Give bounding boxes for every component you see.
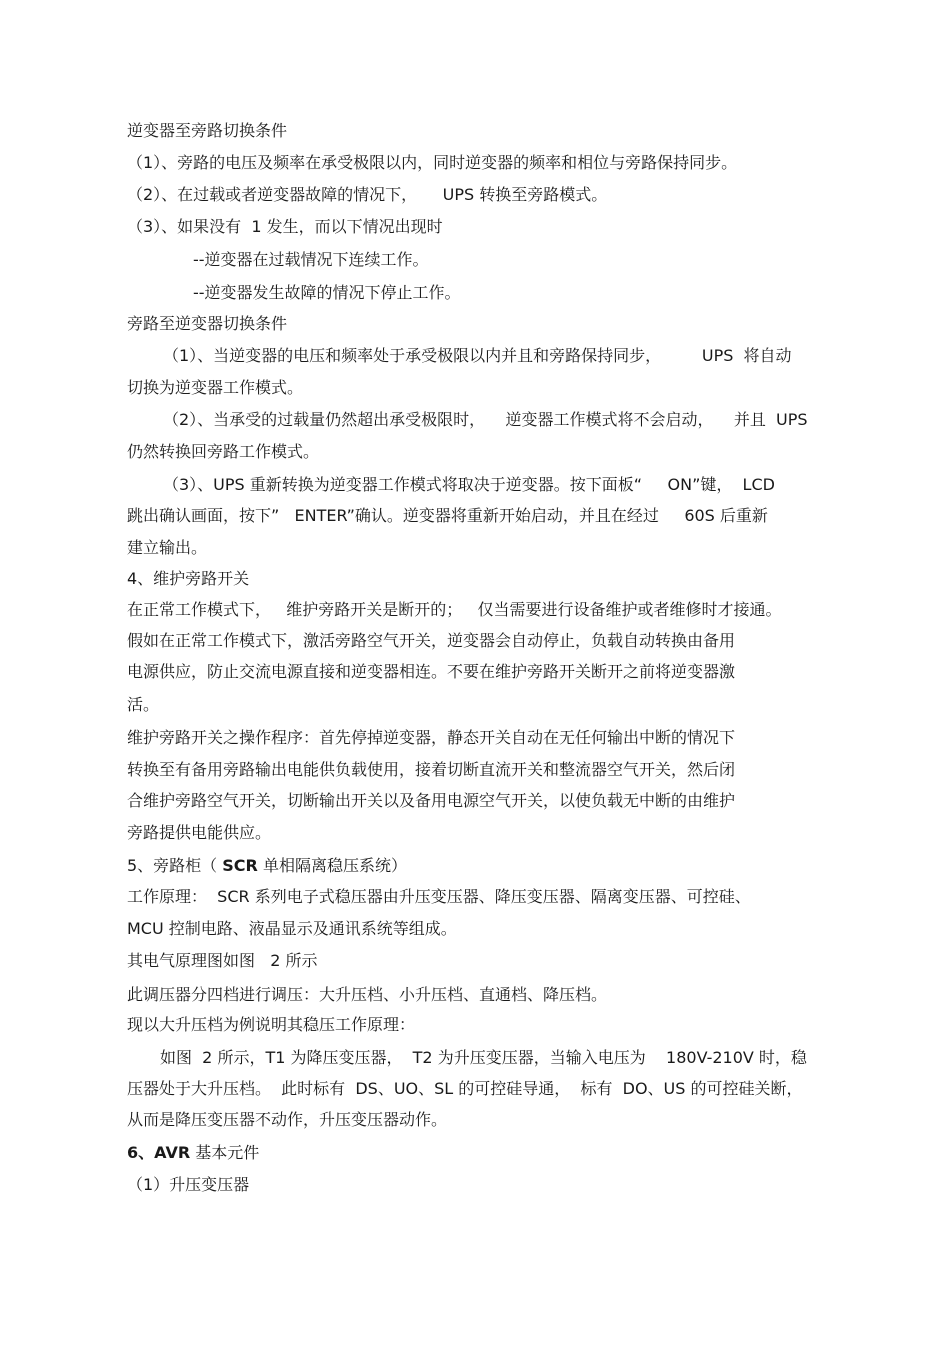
list-item: （1）升压变压器	[127, 1175, 250, 1194]
heading-bold-term: AVR	[154, 1143, 191, 1162]
heading-prefix: 5、旁路柜（	[127, 856, 223, 875]
list-item: （2）、在过载或者逆变器故障的情况下， UPS 转换至旁路模式。	[127, 185, 608, 204]
paragraph-line: 现以大升压档为例说明其稳压工作原理：	[127, 1015, 416, 1034]
paragraph-line: 旁路提供电能供应。	[127, 823, 272, 842]
paragraph-line: 假如在正常工作模式下，激活旁路空气开关，逆变器会自动停止，负载自动转换由备用	[127, 631, 736, 650]
section-heading-maintenance-bypass: 4、维护旁路开关	[127, 569, 250, 588]
paragraph-line: 在正常工作模式下， 维护旁路开关是断开的； 仅当需要进行设备维护或者维修时才接通。	[127, 600, 782, 619]
paragraph-line: 合维护旁路空气开关，切断输出开关以及备用电源空气开关，以使负载无中断的由维护	[127, 791, 736, 810]
section-heading-bypass-cabinet	[127, 855, 407, 877]
paragraph-line: 电源供应，防止交流电源直接和逆变器相连。不要在维护旁路开关断开之前将逆变器激	[127, 662, 736, 681]
paragraph-line: 压器处于大升压档。 此时标有 DS、UO、SL 的可控硅导通， 标有 DO、US 的可控硅关断，	[127, 1079, 803, 1098]
paragraph-line: 维护旁路开关之操作程序：首先停掉逆变器，静态开关自动在无任何输出中断的情况下	[127, 728, 736, 747]
paragraph-line: 跳出确认画面，按下” ENTER”确认。逆变器将重新开始启动，并且在经过 60S 后重新	[127, 506, 768, 525]
list-item: （3）、如果没有 1 发生，而以下情况出现时	[127, 217, 443, 236]
section-title-inverter-to-bypass: 逆变器至旁路切换条件	[127, 121, 288, 140]
heading-suffix: 基本元件	[190, 1143, 260, 1162]
paragraph-line: 此调压器分四档进行调压：大升压档、小升压档、直通档、降压档。	[127, 985, 608, 1004]
section-heading-avr	[127, 1142, 259, 1164]
paragraph-line: （3）、UPS 重新转换为逆变器工作模式将取决于逆变器。按下面板“ ON”键， LCD	[163, 475, 775, 494]
heading-bold-term: SCR	[222, 856, 258, 875]
paragraph-line: 转换至有备用旁路输出电能供负载使用，接着切断直流开关和整流器空气开关，然后闭	[127, 760, 736, 779]
heading-prefix: 6、	[127, 1143, 155, 1162]
paragraph-line: MCU 控制电路、液晶显示及通讯系统等组成。	[127, 919, 457, 938]
paragraph-line: 建立输出。	[127, 538, 208, 557]
paragraph-line: 从而是降压变压器不动作，升压变压器动作。	[127, 1110, 448, 1129]
sub-list-item: --逆变器在过载情况下连续工作。	[193, 250, 429, 269]
paragraph-line: 工作原理： SCR 系列电子式稳压器由升压变压器、降压变压器、隔离变压器、可控硅、	[127, 887, 751, 906]
paragraph-line: 切换为逆变器工作模式。	[127, 378, 304, 397]
heading-suffix: 单相隔离稳压系统）	[257, 856, 407, 875]
paragraph-line: 活。	[127, 695, 160, 714]
paragraph-line: （2）、当承受的过载量仍然超出承受极限时， 逆变器工作模式将不会启动， 并且 UPS	[163, 410, 808, 429]
section-title-bypass-to-inverter: 旁路至逆变器切换条件	[127, 314, 288, 333]
sub-list-item: --逆变器发生故障的情况下停止工作。	[193, 283, 461, 302]
paragraph-line: 其电气原理图如图 2 所示	[127, 951, 318, 970]
paragraph-line: （1）、当逆变器的电压和频率处于承受极限以内并且和旁路保持同步， UPS 将自动	[163, 346, 792, 365]
list-item: （1）、旁路的电压及频率在承受极限以内，同时逆变器的频率和相位与旁路保持同步。	[127, 153, 738, 172]
paragraph-line: 如图 2 所示，T1 为降压变压器， T2 为升压变压器，当输入电压为 180V-210V 时，稳	[160, 1048, 807, 1067]
paragraph-line: 仍然转换回旁路工作模式。	[127, 442, 320, 461]
